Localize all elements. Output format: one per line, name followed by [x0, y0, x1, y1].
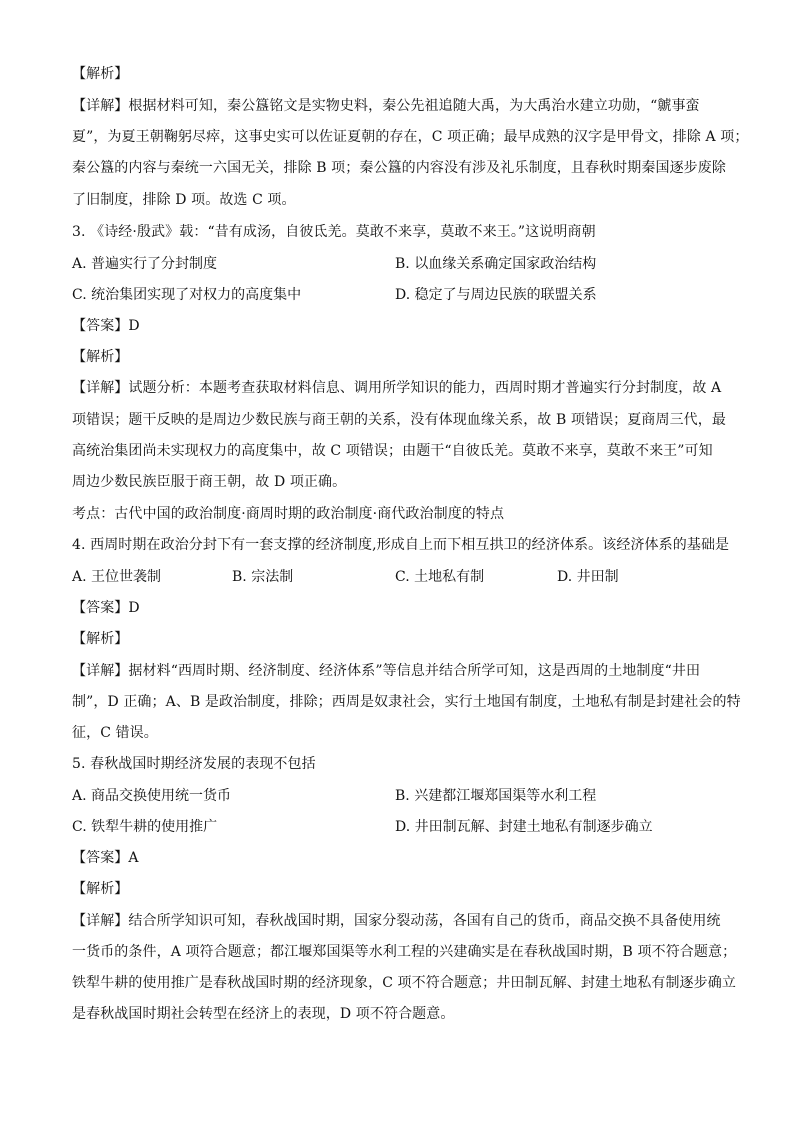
question-5-detail-line: 一货币的条件，A 项符合题意；都江堰郑国渠等水利工程的兴建确实是在春秋战国时期，B 项不符合题意；	[72, 944, 737, 960]
analysis-heading: 【解析】	[72, 66, 129, 82]
question-5-analysis-heading: 【解析】	[72, 881, 129, 897]
question-4-option-b: B. 宗法制	[232, 569, 294, 585]
question-5-option-d: D. 井田制瓦解、封建土地私有制逐步确立	[395, 819, 653, 835]
question-5-option-c: C. 铁犁牛耕的使用推广	[72, 819, 218, 835]
question-4-answer: 【答案】D	[72, 600, 140, 616]
question-4-option-d: D. 井田制	[557, 569, 619, 585]
question-4-option-c: C. 土地私有制	[395, 569, 485, 585]
question-3-detail-line: 【详解】试题分析：本题考查获取材料信息、调用所学知识的能力，西周时期才普遍实行分封制度，故 A	[72, 380, 722, 396]
question-3-option-d: D. 稳定了与周边民族的联盟关系	[395, 287, 597, 303]
question-3-stem: 3. 《诗经·殷武》载：“昔有成汤，自彼氐羌。莫敢不来享，莫敢不来王。”这说明商朝	[72, 224, 596, 240]
question-3-detail-line: 项错误；题干反映的是周边少数民族与商王朝的关系，没有体现血缘关系，故 B 项错误；夏商周三代，最	[72, 412, 726, 428]
question-3-option-a: A. 普遍实行了分封制度	[72, 256, 218, 272]
question-5-options-row-1	[72, 786, 726, 806]
question-4-stem: 4. 西周时期在政治分封下有一套支撑的经济制度,形成自上而下相互拱卫的经济体系。该经济体系的基础是	[72, 537, 730, 553]
question-5-answer: 【答案】A	[72, 850, 139, 866]
detail-line: 【详解】根据材料可知，秦公簋铭文是实物史料，秦公先祖追随大禹，为大禹治水建立功勋，“虩事蛮	[72, 98, 700, 114]
question-3-analysis-heading: 【解析】	[72, 349, 129, 365]
question-3-answer: 【答案】D	[72, 318, 140, 334]
question-4-option-a: A. 王位世袭制	[72, 569, 162, 585]
question-5-detail-line: 【详解】结合所学知识可知，春秋战国时期，国家分裂动荡，各国有自己的货币，商品交换不具备使用统	[72, 913, 721, 929]
question-4-options-row	[72, 567, 726, 587]
question-5-options-row-2	[72, 817, 726, 837]
question-3-detail-line: 高统治集团尚未实现权力的高度集中，故 C 项错误；由题干“自彼氐羌。莫敢不来享，莫敢不来王”可知	[72, 443, 713, 459]
detail-line: 了旧制度，排除 D 项。故选 C 项。	[72, 192, 296, 208]
detail-line: 秦公簋的内容与秦统一六国无关，排除 B 项；秦公簋的内容没有涉及礼乐制度，且春秋时期秦国逐步废除	[72, 160, 726, 176]
question-5-option-b: B. 兴建都江堰郑国渠等水利工程	[395, 788, 597, 804]
question-3-exam-point: 考点：古代中国的政治制度·商周时期的政治制度·商代政治制度的特点	[72, 506, 505, 522]
question-5-detail-line: 是春秋战国时期社会转型在经济上的表现，D 项不符合题意。	[72, 1006, 455, 1022]
question-4-detail-line: 【详解】据材料“西周时期、经济制度、经济体系”等信息并结合所学可知，这是西周的土地制度“井田	[72, 663, 701, 679]
question-4-detail-line: 征，C 错误。	[72, 725, 158, 741]
question-3-option-b: B. 以血缘关系确定国家政治结构	[395, 256, 597, 272]
question-5-option-a: A. 商品交换使用统一货币	[72, 788, 232, 804]
question-5-detail-line: 铁犁牛耕的使用推广是春秋战国时期的经济现象，C 项不符合题意；井田制瓦解、封建土地私有制逐步确立	[72, 975, 736, 991]
detail-line: 夏”，为夏王朝鞠躬尽瘁，这事史实可以佐证夏朝的存在，C 项正确；最早成熟的汉字是甲骨文，排除 A 项；	[72, 129, 749, 145]
question-3-options-row-2	[72, 285, 726, 305]
question-4-analysis-heading: 【解析】	[72, 631, 129, 647]
question-4-detail-line: 制”，D 正确；A、B 是政治制度，排除；西周是奴隶社会，实行土地国有制度，土地私有制是封建社会的特	[72, 694, 741, 710]
question-3-options-row-1	[72, 254, 726, 274]
question-5-stem: 5. 春秋战国时期经济发展的表现不包括	[72, 756, 316, 772]
question-3-option-c: C. 统治集团实现了对权力的高度集中	[72, 287, 302, 303]
question-3-detail-line: 周边少数民族臣服于商王朝，故 D 项正确。	[72, 474, 347, 490]
